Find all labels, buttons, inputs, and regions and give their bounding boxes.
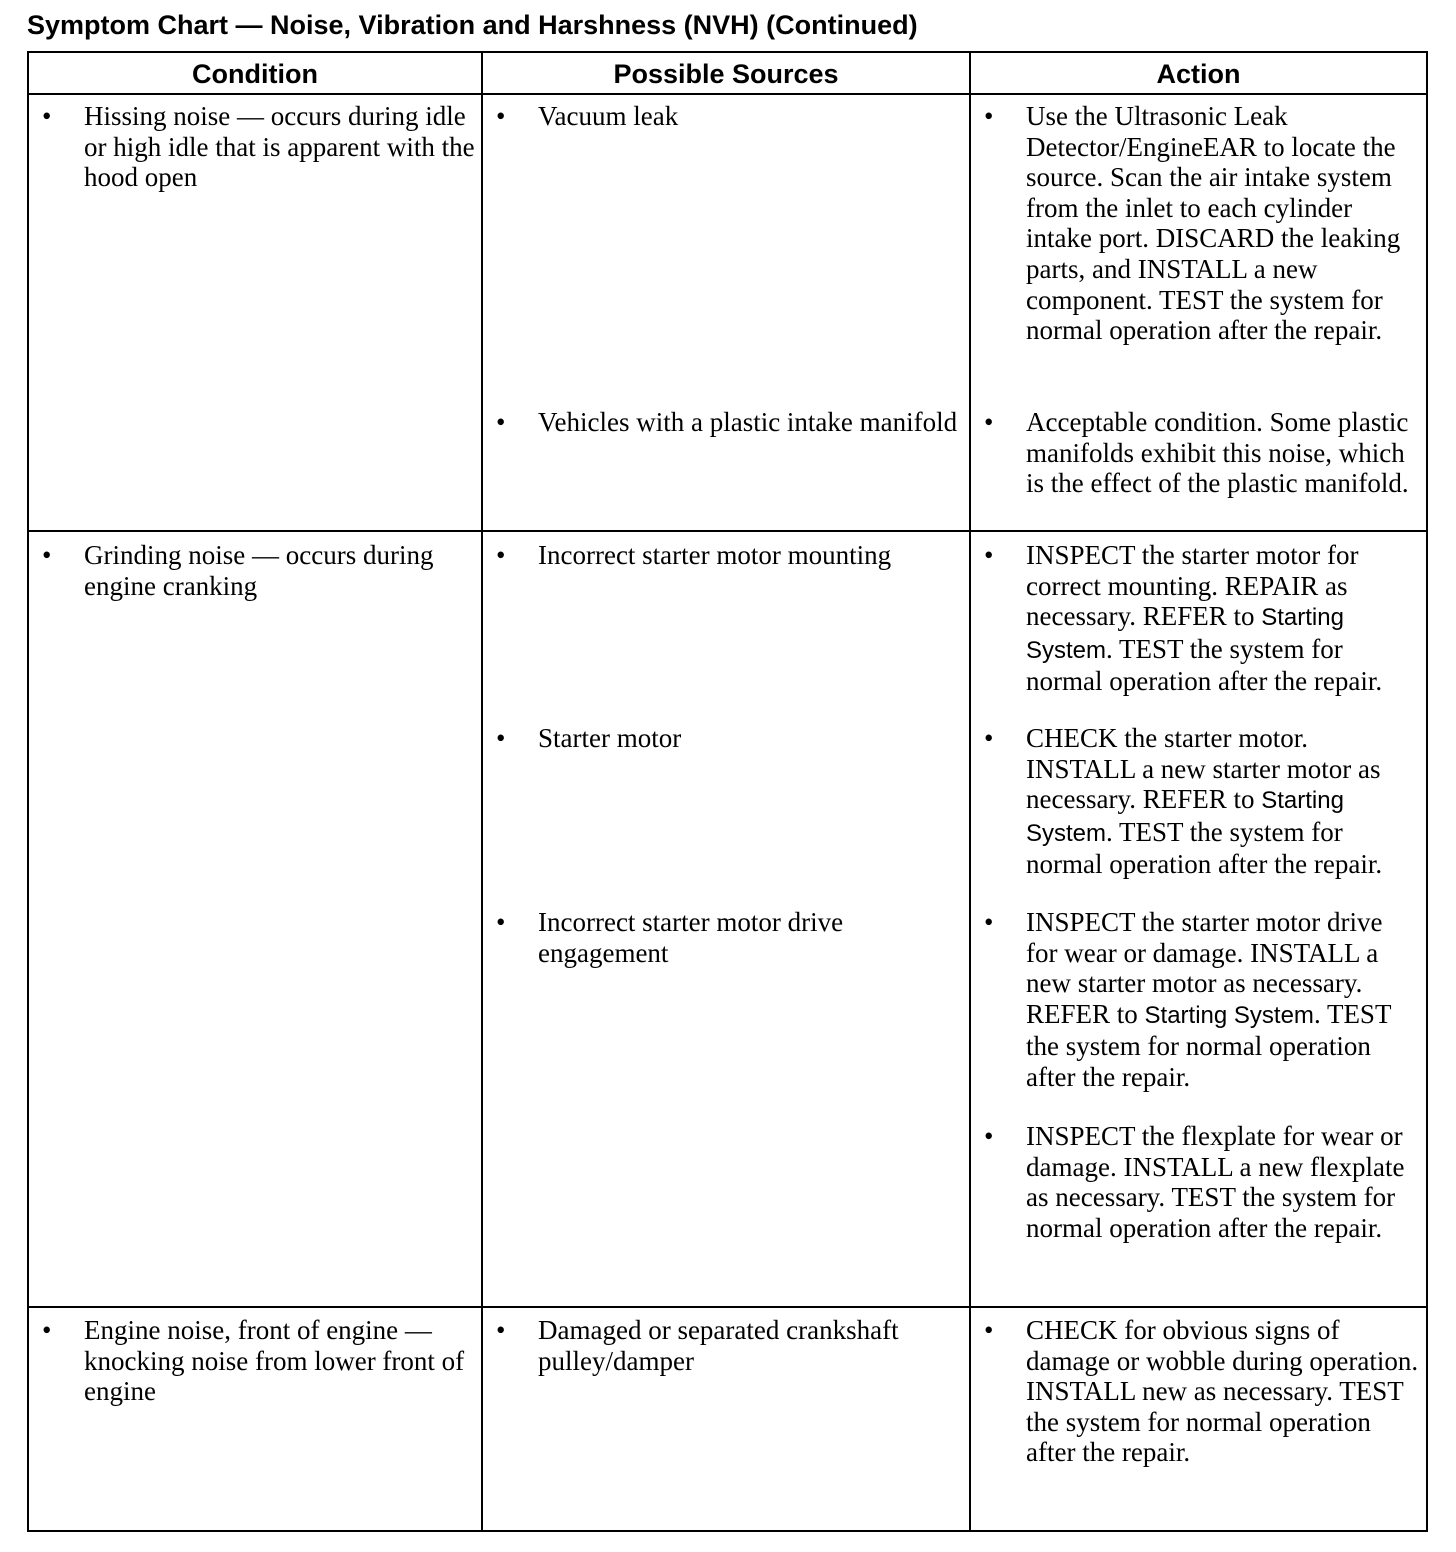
header-condition: Condition	[192, 59, 318, 89]
row-divider	[29, 530, 1426, 532]
source-item	[496, 407, 958, 438]
bullet: •	[984, 101, 994, 131]
source-item	[496, 101, 958, 132]
starting-system-reference: Starting System	[1144, 1001, 1314, 1029]
bullet: •	[42, 540, 52, 570]
source-text: Incorrect starter motor mounting	[538, 540, 892, 570]
bullet: •	[496, 407, 506, 437]
source-text: Vehicles with a plastic intake manifold	[538, 407, 958, 437]
action-item	[984, 907, 1414, 1093]
bullet: •	[42, 1315, 52, 1345]
header-action: Action	[1156, 59, 1241, 89]
condition-text: Grinding noise — occurs during engine cranking	[84, 540, 434, 601]
action-text: INSPECT the starter motor drive for wear or damage. INSTALL a new starter motor as necessary. REFER to	[1026, 907, 1383, 1029]
action-text: . TEST the system for normal operation after the repair.	[1026, 633, 1383, 697]
action-item	[984, 540, 1414, 697]
action-text: INSPECT the starter motor for correct mounting. REPAIR as necessary. REFER to	[1026, 540, 1359, 632]
action-text: . TEST the system for normal operation after the repair.	[1026, 816, 1383, 880]
condition-cell	[42, 1315, 476, 1407]
action-text: . TEST the system for normal operation after the repair.	[1026, 998, 1391, 1092]
column-divider	[481, 53, 483, 1530]
source-item	[496, 1315, 958, 1376]
row-divider	[29, 1306, 1426, 1308]
action-item	[984, 1121, 1414, 1243]
condition-text: Engine noise, front of engine — knocking noise from lower front of engine	[84, 1315, 465, 1407]
header-possible-sources: Possible Sources	[613, 59, 839, 89]
bullet: •	[496, 101, 506, 131]
bullet: •	[984, 540, 994, 570]
action-item	[984, 101, 1414, 346]
bullet: •	[496, 540, 506, 570]
action-item	[984, 723, 1414, 880]
bullet: •	[984, 407, 994, 437]
bullet: •	[984, 723, 994, 753]
source-text: Damaged or separated crankshaft pulley/damper	[538, 1315, 899, 1376]
action-text: Acceptable condition. Some plastic manifolds exhibit this noise, which is the effect of the plastic manifold.	[1026, 407, 1409, 499]
bullet: •	[496, 723, 506, 753]
bullet: •	[984, 1315, 994, 1345]
bullet: •	[42, 101, 52, 131]
source-item	[496, 907, 958, 968]
column-divider	[969, 53, 971, 1530]
chart-title: Symptom Chart — Noise, Vibration and Harshness (NVH) (Continued)	[27, 10, 918, 40]
source-item	[496, 723, 958, 754]
action-text: CHECK for obvious signs of damage or wobble during operation. INSTALL new as necessary. TEST the system for normal operation after the repair.	[1026, 1315, 1419, 1468]
bullet: •	[984, 1121, 994, 1151]
source-text: Starter motor	[538, 723, 682, 753]
bullet: •	[496, 1315, 506, 1345]
source-text: Vacuum leak	[538, 101, 679, 131]
bullet: •	[496, 907, 506, 937]
source-item	[496, 540, 958, 571]
symptom-table	[27, 51, 1428, 1532]
condition-cell	[42, 540, 476, 601]
condition-text: Hissing noise — occurs during idle or high idle that is apparent with the hood open	[84, 101, 475, 193]
starting-system-reference: Starting System	[1026, 604, 1344, 664]
starting-system-reference: Starting System	[1026, 787, 1344, 847]
bullet: •	[984, 907, 994, 937]
action-item	[984, 407, 1414, 499]
action-item	[984, 1315, 1422, 1468]
source-text: Incorrect starter motor drive engagement	[538, 907, 844, 968]
action-text: INSPECT the flexplate for wear or damage. INSTALL a new flexplate as necessary. TEST the system for normal operation after the repair.	[1026, 1121, 1405, 1243]
condition-cell	[42, 101, 476, 193]
action-text: Use the Ultrasonic Leak Detector/EngineEAR to locate the source. Scan the air intake system from the inlet to each cylinder intake port. DISCARD the leaking parts, and INSTALL a new component. TEST the system for normal operation after the repair.	[1026, 101, 1401, 346]
action-text: CHECK the starter motor. INSTALL a new starter motor as necessary. REFER to	[1026, 723, 1381, 815]
